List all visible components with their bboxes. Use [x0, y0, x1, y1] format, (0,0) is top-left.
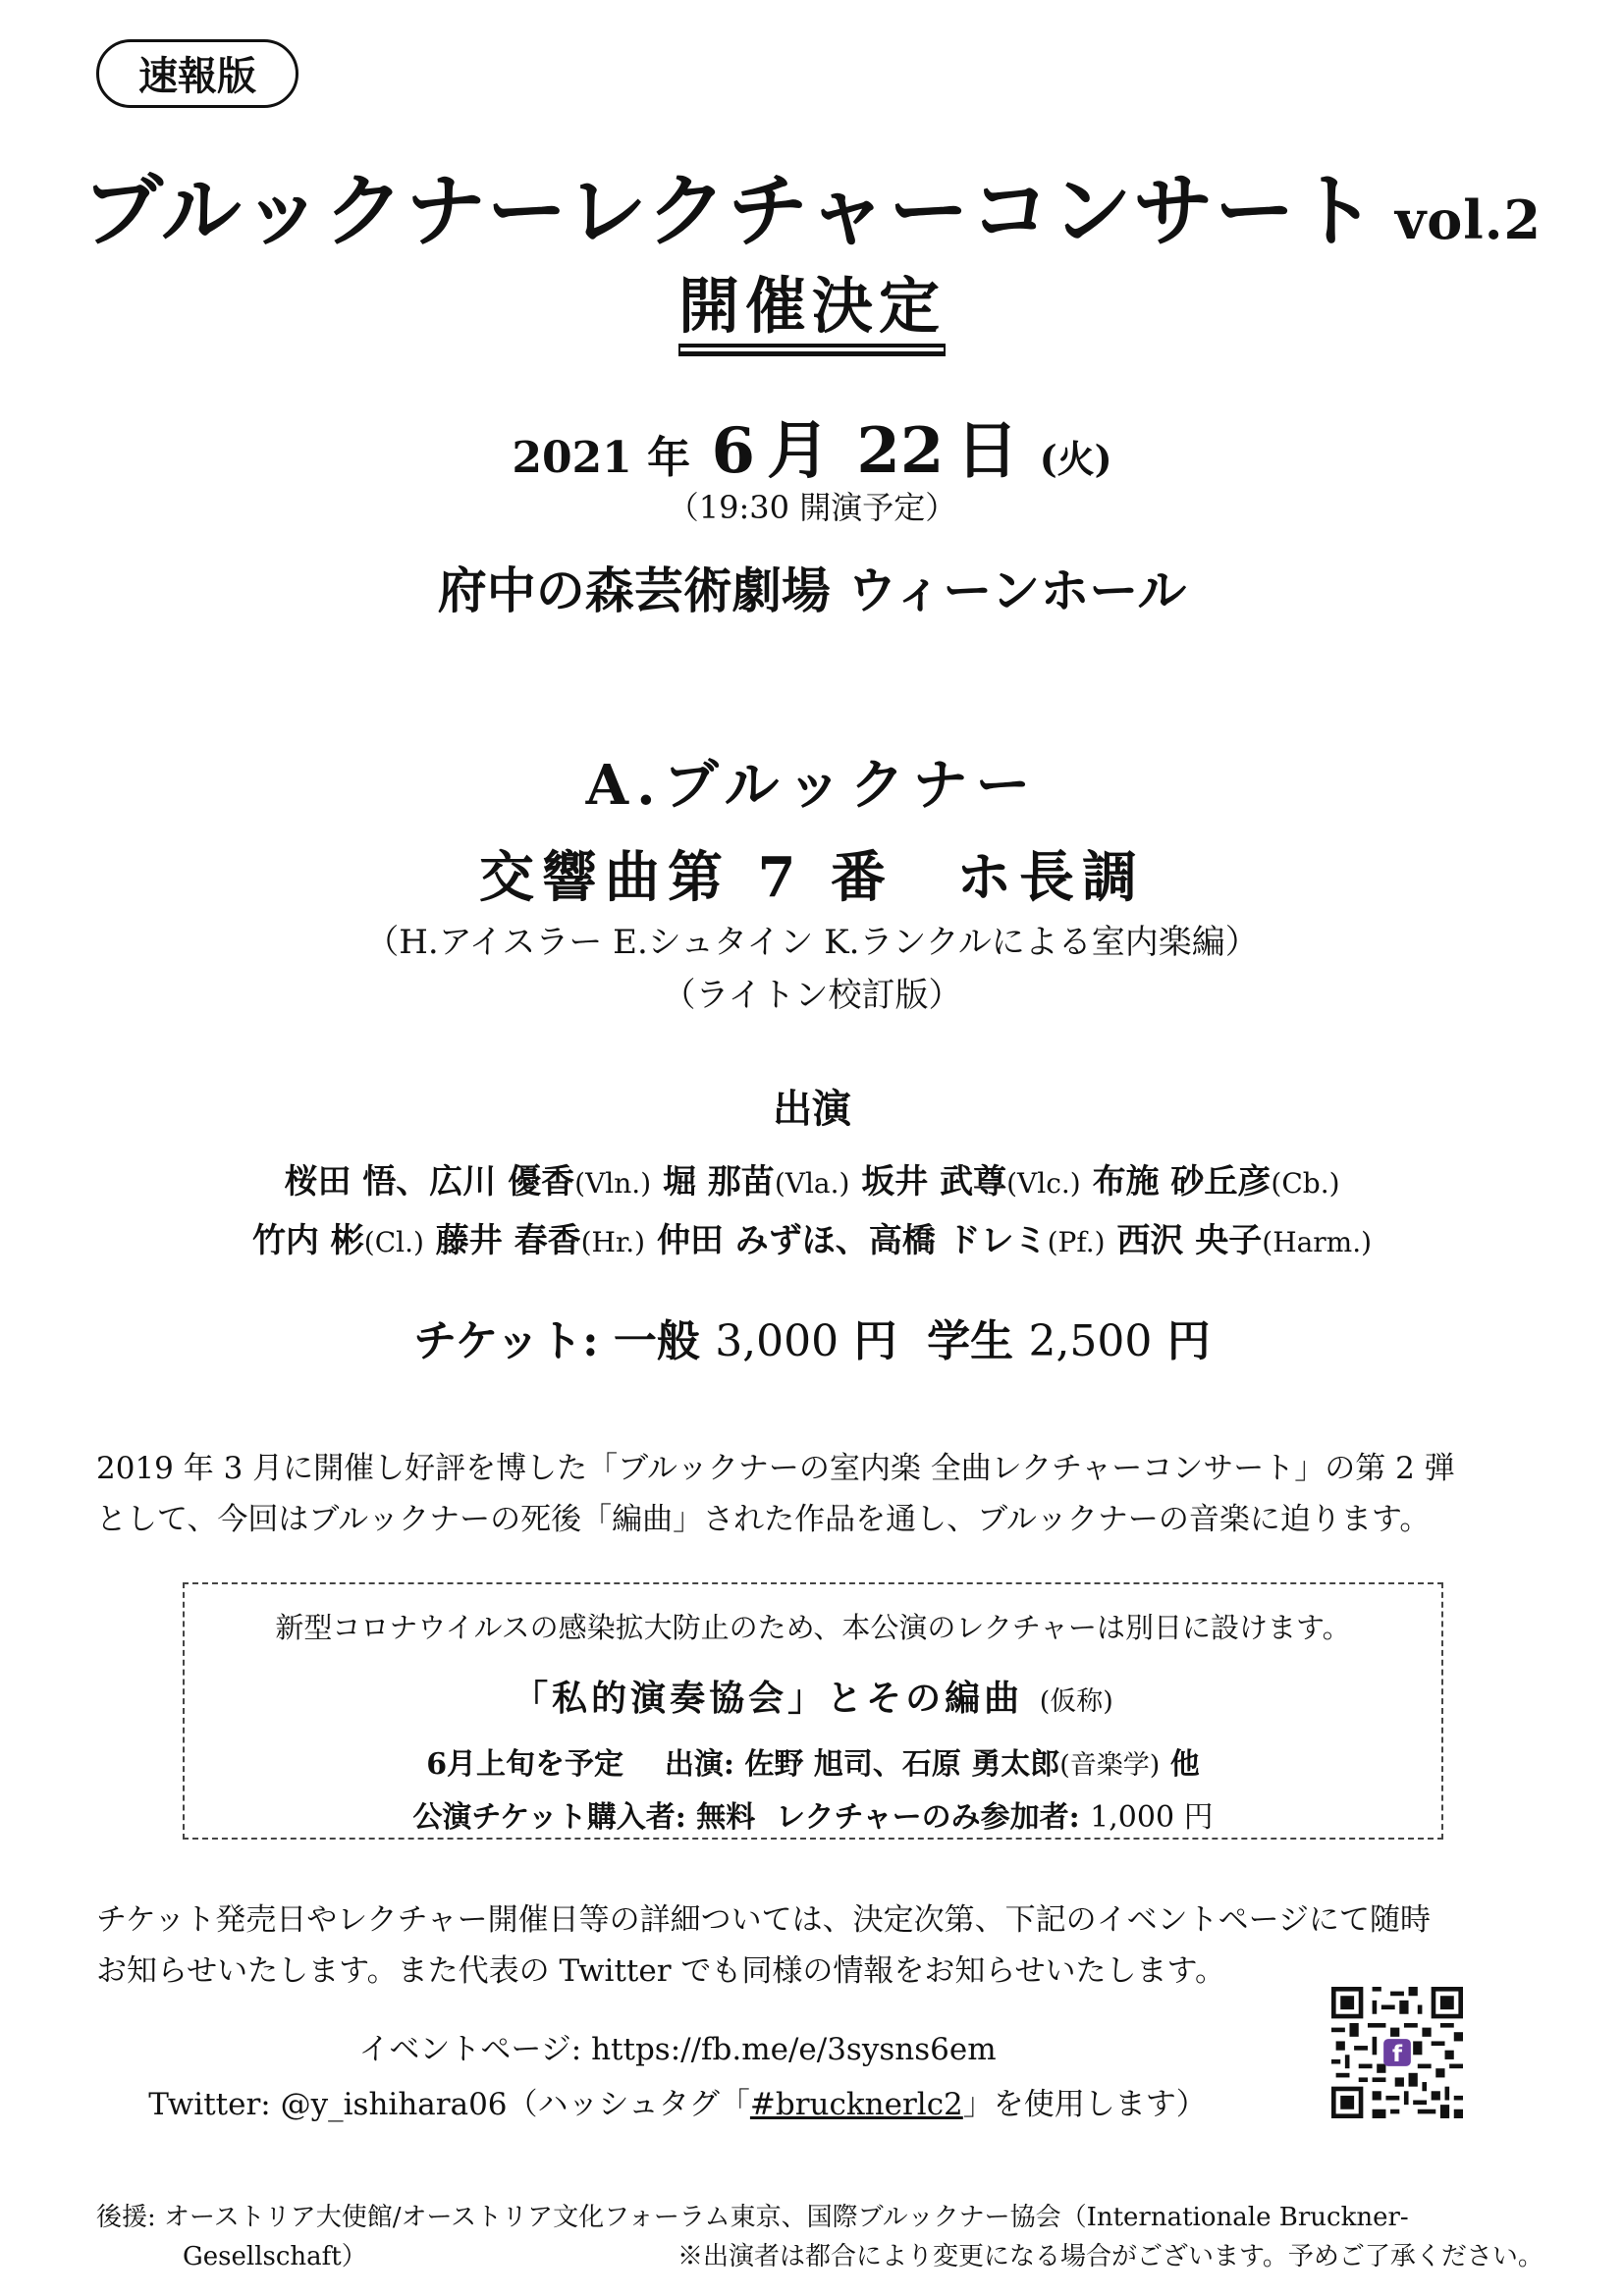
- breaking-news-badge: 速報版: [96, 39, 298, 108]
- lecture-price-label-1: 公演チケット購入者:: [412, 1800, 686, 1835]
- performer-instrument: (Pf.): [1047, 1226, 1106, 1258]
- date-month: 6: [711, 414, 755, 488]
- description: [96, 1443, 1530, 1545]
- lecture-price-value-1: 無料: [696, 1800, 756, 1835]
- info-line: チケット発売日やレクチャー開催日等の詳細ついては、決定次第、下記のイベントページにて随時: [96, 1902, 1432, 1938]
- title-main: ブルックナーレクチャーコンサート: [81, 164, 1378, 258]
- performer-name: 仲田 みずほ、高橋 ドレミ: [656, 1221, 1048, 1260]
- lecture-date: 6月上旬を予定: [426, 1747, 624, 1782]
- performer-instrument: (Vlc.): [1006, 1167, 1081, 1200]
- date-year-suffix: 年: [647, 433, 691, 483]
- edition-note: （ライトン校訂版）: [662, 976, 962, 1015]
- disclaimer-note: ※出演者は都合により変更になる場合がございます。予めご了承ください。: [677, 2242, 1543, 2271]
- performer-name: 布施 砂丘彦: [1092, 1162, 1272, 1201]
- performer-name: 西沢 央子: [1116, 1221, 1263, 1260]
- info-line: お知らせいたします。また代表の Twitter でも同様の情報をお知らせいたします。: [96, 1953, 1225, 1989]
- date-year: 2021: [512, 433, 632, 483]
- performer-instrument: (Hr.): [580, 1226, 646, 1258]
- ticket-general-label: 一般: [613, 1316, 700, 1366]
- start-time: （19:30 開演予定）: [667, 489, 957, 526]
- lecture-price-value-2: 1,000 円: [1090, 1800, 1214, 1835]
- performer-instrument: (Harm.): [1262, 1226, 1373, 1258]
- decided-heading: [0, 257, 1624, 345]
- performer-name: 藤井 春香: [435, 1221, 581, 1260]
- performers-heading: 出演: [773, 1086, 851, 1132]
- ticket-student-price: 2,500: [1028, 1316, 1153, 1366]
- performers-line-1: [0, 1154, 1624, 1202]
- lecture-intro: 新型コロナウイルスの感染拡大防止のため、本公演のレクチャーは別日に設けます。: [275, 1611, 1351, 1644]
- description-line: として、今回はブルックナーの死後「編曲」された作品を通し、ブルックナーの音楽に迫ります。: [96, 1502, 1431, 1537]
- description-line: 2019 年 3 月に開催し好評を博した「ブルックナーの室内楽 全曲レクチャーコンサート」の第 2 弾: [96, 1451, 1455, 1486]
- lecture-title-text: 「私的演奏協会」とその編曲: [513, 1678, 1024, 1719]
- ticket-general-price: 3,000: [715, 1316, 839, 1366]
- qr-code-icon[interactable]: [1331, 1987, 1463, 2118]
- performer-instrument: (Cb.): [1271, 1167, 1340, 1200]
- twitter-prefix: Twitter: @y_ishihara06（ハッシュタグ「: [148, 2087, 750, 2122]
- performer-instrument: (Cl.): [363, 1226, 424, 1258]
- performer-instrument: (Vla.): [774, 1167, 850, 1200]
- event-page-link[interactable]: イベントページ: https://fb.me/e/3sysns6em: [358, 2032, 997, 2067]
- lecture-price-label-2: レクチャーのみ参加者:: [776, 1800, 1080, 1835]
- lecture-prices: [183, 1792, 1443, 1836]
- composer: A.ブルックナー: [585, 753, 1039, 818]
- lecture-performers-more: 他: [1169, 1747, 1200, 1782]
- title-volume: vol.2: [1394, 188, 1543, 251]
- arrangement-note: （H.アイスラー E.シュタイン K.ランクルによる室内楽編）: [365, 923, 1259, 962]
- sponsors: 後援: オーストリア大使館/オーストリア文化フォーラム東京、国際ブルックナー協会（Internationale Bruckner-: [96, 2203, 1409, 2232]
- page-title: [0, 147, 1624, 262]
- info-text: [96, 1895, 1530, 1997]
- work-title: 交響曲第 7 番 ホ長調: [479, 845, 1145, 910]
- performer-name: 堀 那苗: [662, 1162, 775, 1201]
- ticket-label: チケット:: [413, 1316, 599, 1366]
- sponsors-continued: Gesellschaft）: [183, 2242, 367, 2271]
- lecture-title-note: (仮称): [1039, 1686, 1113, 1717]
- hashtag-link[interactable]: #brucknerlc2: [749, 2087, 963, 2122]
- venue: 府中の森芸術劇場 ウィーンホール: [437, 561, 1187, 619]
- lecture-performers: 佐野 旭司、石原 勇太郎: [744, 1747, 1060, 1782]
- date-month-suffix: 月: [766, 414, 830, 488]
- event-date: [0, 400, 1624, 491]
- performers-line-2: [0, 1213, 1624, 1261]
- lecture-performers-label: 出演:: [664, 1747, 734, 1782]
- twitter-suffix: 」を使用します）: [962, 2087, 1207, 2122]
- ticket-general-unit: 円: [853, 1316, 897, 1366]
- lecture-title: [183, 1671, 1443, 1721]
- date-day: 22: [856, 414, 945, 488]
- twitter-info: [0, 2079, 1355, 2123]
- date-weekday: (火): [1039, 437, 1112, 481]
- lecture-performers-note: (音楽学): [1059, 1750, 1161, 1781]
- ticket-student-unit: 円: [1166, 1316, 1211, 1366]
- lecture-schedule: [183, 1739, 1443, 1783]
- ticket-student-label: 学生: [927, 1316, 1014, 1366]
- svg-text:f: f: [1391, 2042, 1403, 2068]
- performer-name: 桜田 悟、広川 優香: [284, 1162, 575, 1201]
- performer-name: 坂井 武尊: [861, 1162, 1007, 1201]
- performer-instrument: (Vln.): [574, 1167, 652, 1200]
- date-day-suffix: 日: [955, 414, 1019, 488]
- performer-name: 竹内 彬: [251, 1221, 364, 1260]
- decided-text: 開催決定: [678, 270, 946, 347]
- ticket-prices: [0, 1306, 1624, 1368]
